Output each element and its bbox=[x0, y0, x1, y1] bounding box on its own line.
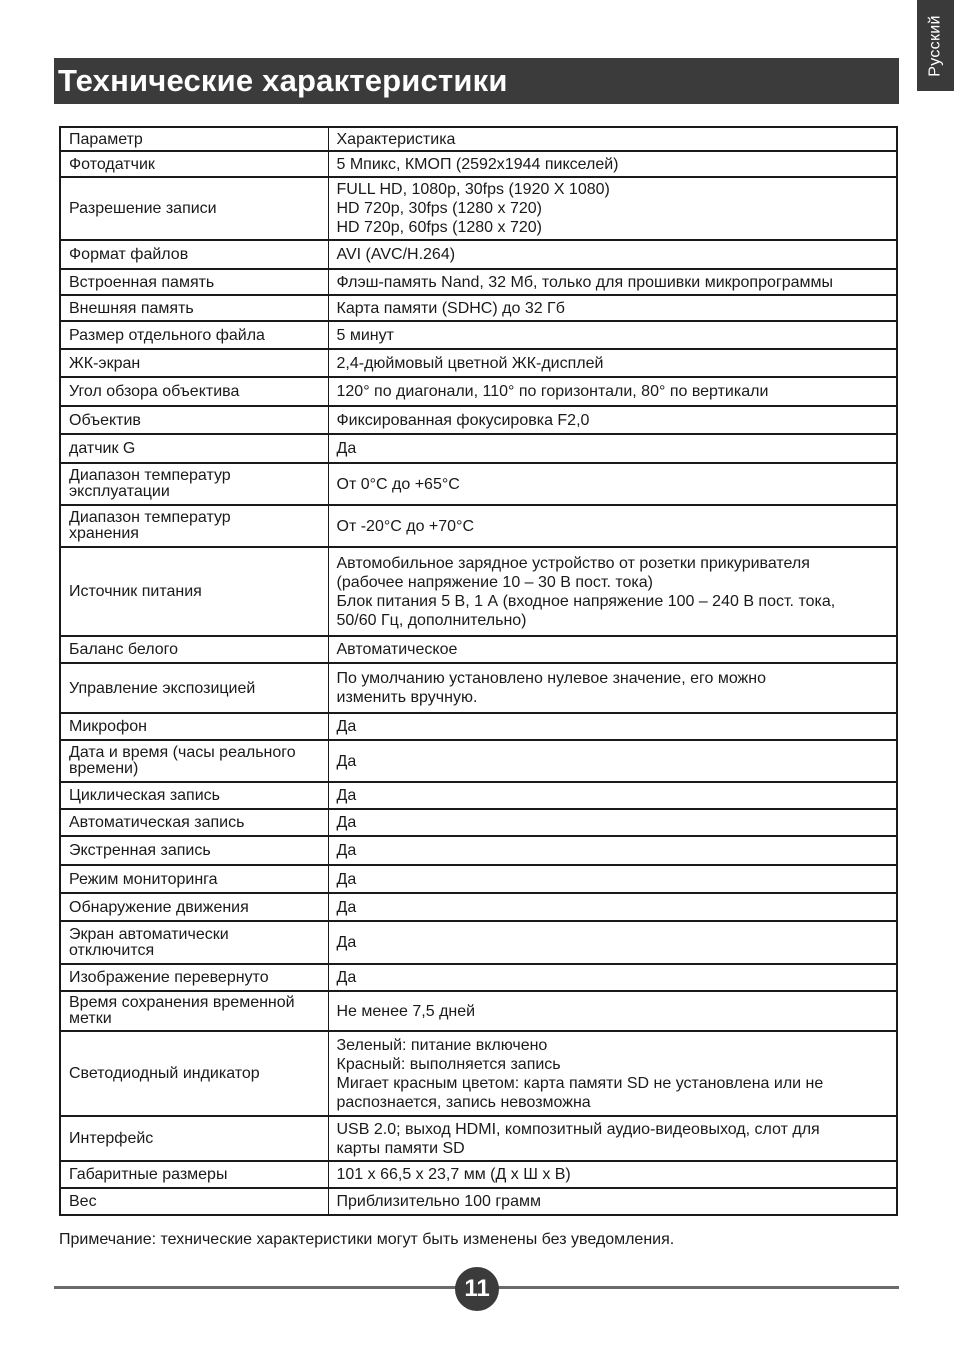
table-row bbox=[60, 893, 897, 921]
table-row bbox=[60, 921, 897, 964]
table-row bbox=[60, 406, 897, 434]
spec-value: 2,4-дюймовый цветной ЖК-дисплей bbox=[328, 349, 897, 377]
spec-value: От 0°C до +65°C bbox=[328, 463, 897, 505]
table-row bbox=[60, 349, 897, 377]
table-row bbox=[60, 434, 897, 463]
spec-parameter: Диапазон температур эксплуатации bbox=[60, 463, 328, 505]
spec-parameter: Фотодатчик bbox=[60, 151, 328, 177]
spec-value: Автоматическое bbox=[328, 636, 897, 663]
spec-parameter: Встроенная память bbox=[60, 269, 328, 295]
footnote: Примечание: технические характеристики могут быть изменены без уведомления. bbox=[59, 1231, 675, 1248]
spec-parameter: Объектив bbox=[60, 406, 328, 434]
table-row bbox=[60, 636, 897, 663]
spec-parameter: Источник питания bbox=[60, 547, 328, 636]
spec-value: Да bbox=[328, 782, 897, 809]
spec-value: Да bbox=[328, 713, 897, 740]
spec-parameter: Угол обзора объектива bbox=[60, 377, 328, 406]
spec-value: Да bbox=[328, 964, 897, 991]
spec-value: Автомобильное зарядное устройство от розетки прикуривателя (рабочее напряжение 10 – 30 В пост. тока) Блок питания 5 В, 1 А (входное напряжение 100 – 240 В пост. тока, 50/60 Гц, дополнительно) bbox=[328, 547, 897, 636]
spec-parameter: Управление экспозицией bbox=[60, 663, 328, 713]
table-row bbox=[60, 1031, 897, 1116]
table-row bbox=[60, 463, 897, 505]
spec-parameter: Вес bbox=[60, 1188, 328, 1215]
spec-parameter: Время сохранения временной метки bbox=[60, 991, 328, 1031]
spec-parameter: Светодиодный индикатор bbox=[60, 1031, 328, 1116]
table-header-row bbox=[60, 127, 897, 151]
table-row bbox=[60, 1188, 897, 1215]
table-row bbox=[60, 547, 897, 636]
spec-value: 5 Мпикс, КМОП (2592x1944 пикселей) bbox=[328, 151, 897, 177]
spec-value: Да bbox=[328, 434, 897, 463]
spec-parameter: Экран автоматически отключится bbox=[60, 921, 328, 964]
page-number: 11 bbox=[464, 1275, 490, 1302]
spec-parameter: Микрофон bbox=[60, 713, 328, 740]
table-row bbox=[60, 865, 897, 893]
table-row bbox=[60, 663, 897, 713]
spec-value: Приблизительно 100 грамм bbox=[328, 1188, 897, 1215]
header-parameter: Параметр bbox=[60, 127, 328, 151]
spec-value: По умолчанию установлено нулевое значение, его можно изменить вручную. bbox=[328, 663, 897, 713]
spec-value: Зеленый: питание включено Красный: выполняется запись Мигает красным цветом: карта памяти SD не установлена или не распознается, запись невозможна bbox=[328, 1031, 897, 1116]
spec-parameter: Формат файлов bbox=[60, 240, 328, 269]
spec-value: AVI (AVC/H.264) bbox=[328, 240, 897, 269]
spec-value: Флэш-память Nand, 32 Мб, только для прошивки микропрограммы bbox=[328, 269, 897, 295]
table-row bbox=[60, 151, 897, 177]
spec-parameter: Дата и время (часы реального времени) bbox=[60, 740, 328, 782]
spec-parameter: Внешняя память bbox=[60, 295, 328, 321]
spec-value: Фиксированная фокусировка F2,0 bbox=[328, 406, 897, 434]
language-tab bbox=[917, 0, 954, 91]
spec-value: Да bbox=[328, 809, 897, 836]
spec-parameter: Обнаружение движения bbox=[60, 893, 328, 921]
title-bar bbox=[54, 58, 899, 104]
spec-parameter: Режим мониторинга bbox=[60, 865, 328, 893]
spec-value: USB 2.0; выход HDMI, композитный аудио-видеовыход, слот для карты памяти SD bbox=[328, 1116, 897, 1161]
spec-value: Не менее 7,5 дней bbox=[328, 991, 897, 1031]
header-characteristic: Характеристика bbox=[328, 127, 897, 151]
table-row bbox=[60, 1161, 897, 1188]
table-row bbox=[60, 177, 897, 240]
table-row bbox=[60, 782, 897, 809]
table-row bbox=[60, 321, 897, 349]
spec-value: Да bbox=[328, 893, 897, 921]
spec-parameter: Экстренная запись bbox=[60, 836, 328, 865]
spec-value: 120° по диагонали, 110° по горизонтали, 80° по вертикали bbox=[328, 377, 897, 406]
spec-parameter: Автоматическая запись bbox=[60, 809, 328, 836]
page-title: Технические характеристики bbox=[58, 63, 508, 98]
spec-value: Да bbox=[328, 740, 897, 782]
table-row bbox=[60, 836, 897, 865]
spec-value: Да bbox=[328, 836, 897, 865]
spec-parameter: Баланс белого bbox=[60, 636, 328, 663]
spec-parameter: Изображение перевернуто bbox=[60, 964, 328, 991]
table-row bbox=[60, 505, 897, 547]
table-row bbox=[60, 1116, 897, 1161]
spec-parameter: Разрешение записи bbox=[60, 177, 328, 240]
spec-parameter: Интерфейс bbox=[60, 1116, 328, 1161]
spec-parameter: датчик G bbox=[60, 434, 328, 463]
spec-value: 101 x 66,5 x 23,7 мм (Д x Ш x В) bbox=[328, 1161, 897, 1188]
page-number-badge bbox=[455, 1267, 499, 1311]
spec-parameter: Циклическая запись bbox=[60, 782, 328, 809]
spec-value: Да bbox=[328, 865, 897, 893]
spec-value: От -20°C до +70°C bbox=[328, 505, 897, 547]
spec-table-body bbox=[60, 127, 897, 1215]
table-row bbox=[60, 991, 897, 1031]
spec-value: 5 минут bbox=[328, 321, 897, 349]
spec-value: Карта памяти (SDHC) до 32 Гб bbox=[328, 295, 897, 321]
table-row bbox=[60, 269, 897, 295]
table-row bbox=[60, 964, 897, 991]
table-row bbox=[60, 295, 897, 321]
language-label: Русский bbox=[926, 14, 944, 77]
table-row bbox=[60, 240, 897, 269]
table-row bbox=[60, 713, 897, 740]
spec-parameter: Размер отдельного файла bbox=[60, 321, 328, 349]
spec-parameter: ЖК-экран bbox=[60, 349, 328, 377]
spec-parameter: Габаритные размеры bbox=[60, 1161, 328, 1188]
spec-value: FULL HD, 1080p, 30fps (1920 X 1080) HD 720p, 30fps (1280 x 720) HD 720p, 60fps (1280 x 720) bbox=[328, 177, 897, 240]
table-row bbox=[60, 740, 897, 782]
table-row bbox=[60, 377, 897, 406]
table-row bbox=[60, 809, 897, 836]
spec-parameter: Диапазон температур хранения bbox=[60, 505, 328, 547]
spec-table bbox=[59, 126, 898, 1216]
spec-value: Да bbox=[328, 921, 897, 964]
